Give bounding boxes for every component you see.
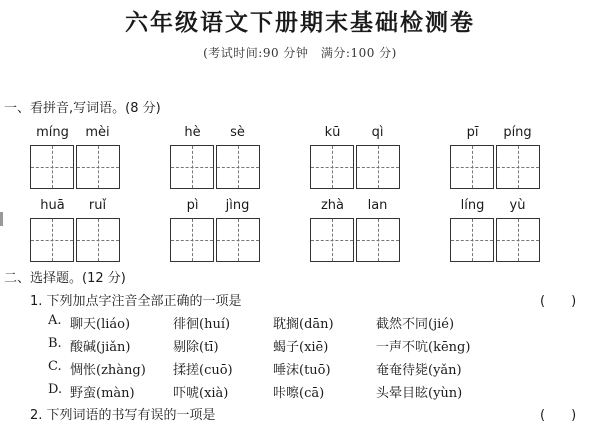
- writing-cell[interactable]: [216, 145, 260, 189]
- question-1-text: 1. 下列加点字注音全部正确的一项是: [30, 294, 242, 309]
- option-item: 咔嚓(cā): [273, 386, 325, 401]
- pinyin-row: [170, 125, 260, 143]
- writing-cell[interactable]: [356, 218, 400, 262]
- question-1-answer-blank[interactable]: ( ): [540, 294, 577, 309]
- section2-heading: 二、选择题。(12 分): [4, 271, 126, 286]
- option-item: 截然不同(jié): [376, 317, 455, 332]
- option-row-d: [48, 382, 588, 402]
- option-label: D.: [48, 382, 63, 397]
- pinyin-syllable: líng: [460, 198, 485, 213]
- pinyin-syllable: qì: [371, 125, 384, 140]
- option-item: 聊天(liáo): [70, 317, 131, 332]
- option-label: A.: [48, 313, 62, 328]
- pinyin-syllable: zhà: [320, 198, 345, 213]
- writing-grid: [310, 218, 400, 262]
- option-label: B.: [48, 336, 62, 351]
- exam-title: 六年级语文下册期末基础检测卷: [125, 10, 475, 36]
- writing-grid: [30, 145, 120, 189]
- pinyin-row: [30, 125, 120, 143]
- pinyin-syllable: jìng: [225, 198, 250, 213]
- writing-cell[interactable]: [496, 145, 540, 189]
- writing-cell[interactable]: [76, 145, 120, 189]
- pinyin-syllable: ruǐ: [88, 198, 107, 213]
- option-item: 吓唬(xià): [173, 386, 229, 401]
- option-item: 头晕目眩(yùn): [376, 386, 463, 401]
- pinyin-row: [310, 125, 400, 143]
- writing-cell[interactable]: [170, 218, 214, 262]
- pinyin-syllable: píng: [503, 125, 532, 140]
- writing-grid: [310, 145, 400, 189]
- option-row-c: [48, 359, 588, 379]
- writing-cell[interactable]: [450, 218, 494, 262]
- writing-grid: [450, 145, 540, 189]
- pinyin-row: [450, 125, 540, 143]
- pinyin-syllable: pì: [186, 198, 199, 213]
- pinyin-row: [450, 198, 540, 216]
- writing-cell[interactable]: [310, 218, 354, 262]
- option-item: 剔除(tī): [173, 340, 219, 355]
- section1-heading: 一、看拼音,写词语。(8 分): [4, 101, 161, 116]
- writing-cell[interactable]: [450, 145, 494, 189]
- writing-cell[interactable]: [216, 218, 260, 262]
- question-2-text: 2. 下列词语的书写有误的一项是: [30, 408, 216, 423]
- pinyin-syllable: huā: [40, 198, 65, 213]
- writing-grid: [170, 218, 260, 262]
- writing-cell[interactable]: [170, 145, 214, 189]
- writing-grid: [170, 145, 260, 189]
- pinyin-syllable: mèi: [85, 125, 110, 140]
- writing-grid: [450, 218, 540, 262]
- option-item: 蝎子(xiē): [273, 340, 329, 355]
- exam-subtitle: (考试时间:90 分钟 满分:100 分): [203, 46, 397, 60]
- writing-cell[interactable]: [496, 218, 540, 262]
- pinyin-row: [170, 198, 260, 216]
- writing-cell[interactable]: [76, 218, 120, 262]
- pinyin-row: [30, 198, 120, 216]
- pinyin-syllable: kū: [324, 125, 341, 140]
- option-item: 耽搁(dān): [273, 317, 334, 332]
- pinyin-syllable: pī: [466, 125, 479, 140]
- option-item: 一声不吭(kēng): [376, 340, 471, 355]
- writing-cell[interactable]: [310, 145, 354, 189]
- option-item: 徘徊(huí): [173, 317, 231, 332]
- option-label: C.: [48, 359, 62, 374]
- option-row-b: [48, 336, 588, 356]
- option-item: 揉搓(cuō): [173, 363, 233, 378]
- writing-cell[interactable]: [30, 145, 74, 189]
- pinyin-syllable: yù: [509, 198, 526, 213]
- writing-cell[interactable]: [30, 218, 74, 262]
- pinyin-syllable: sè: [230, 125, 245, 140]
- option-item: 奄奄待毙(yǎn): [376, 363, 462, 378]
- pinyin-syllable: lan: [367, 198, 388, 213]
- writing-cell[interactable]: [356, 145, 400, 189]
- question-2-answer-blank[interactable]: ( ): [540, 408, 577, 423]
- option-item: 野蛮(màn): [70, 386, 135, 401]
- pinyin-row: [310, 198, 400, 216]
- writing-grid: [30, 218, 120, 262]
- option-item: 唾沫(tuō): [273, 363, 331, 378]
- option-row-a: [48, 313, 588, 333]
- option-item: 酸碱(jiǎn): [70, 340, 131, 355]
- page-edge-mark: [0, 212, 3, 226]
- pinyin-syllable: míng: [36, 125, 69, 140]
- option-item: 惆怅(zhàng): [70, 363, 146, 378]
- pinyin-syllable: hè: [184, 125, 201, 140]
